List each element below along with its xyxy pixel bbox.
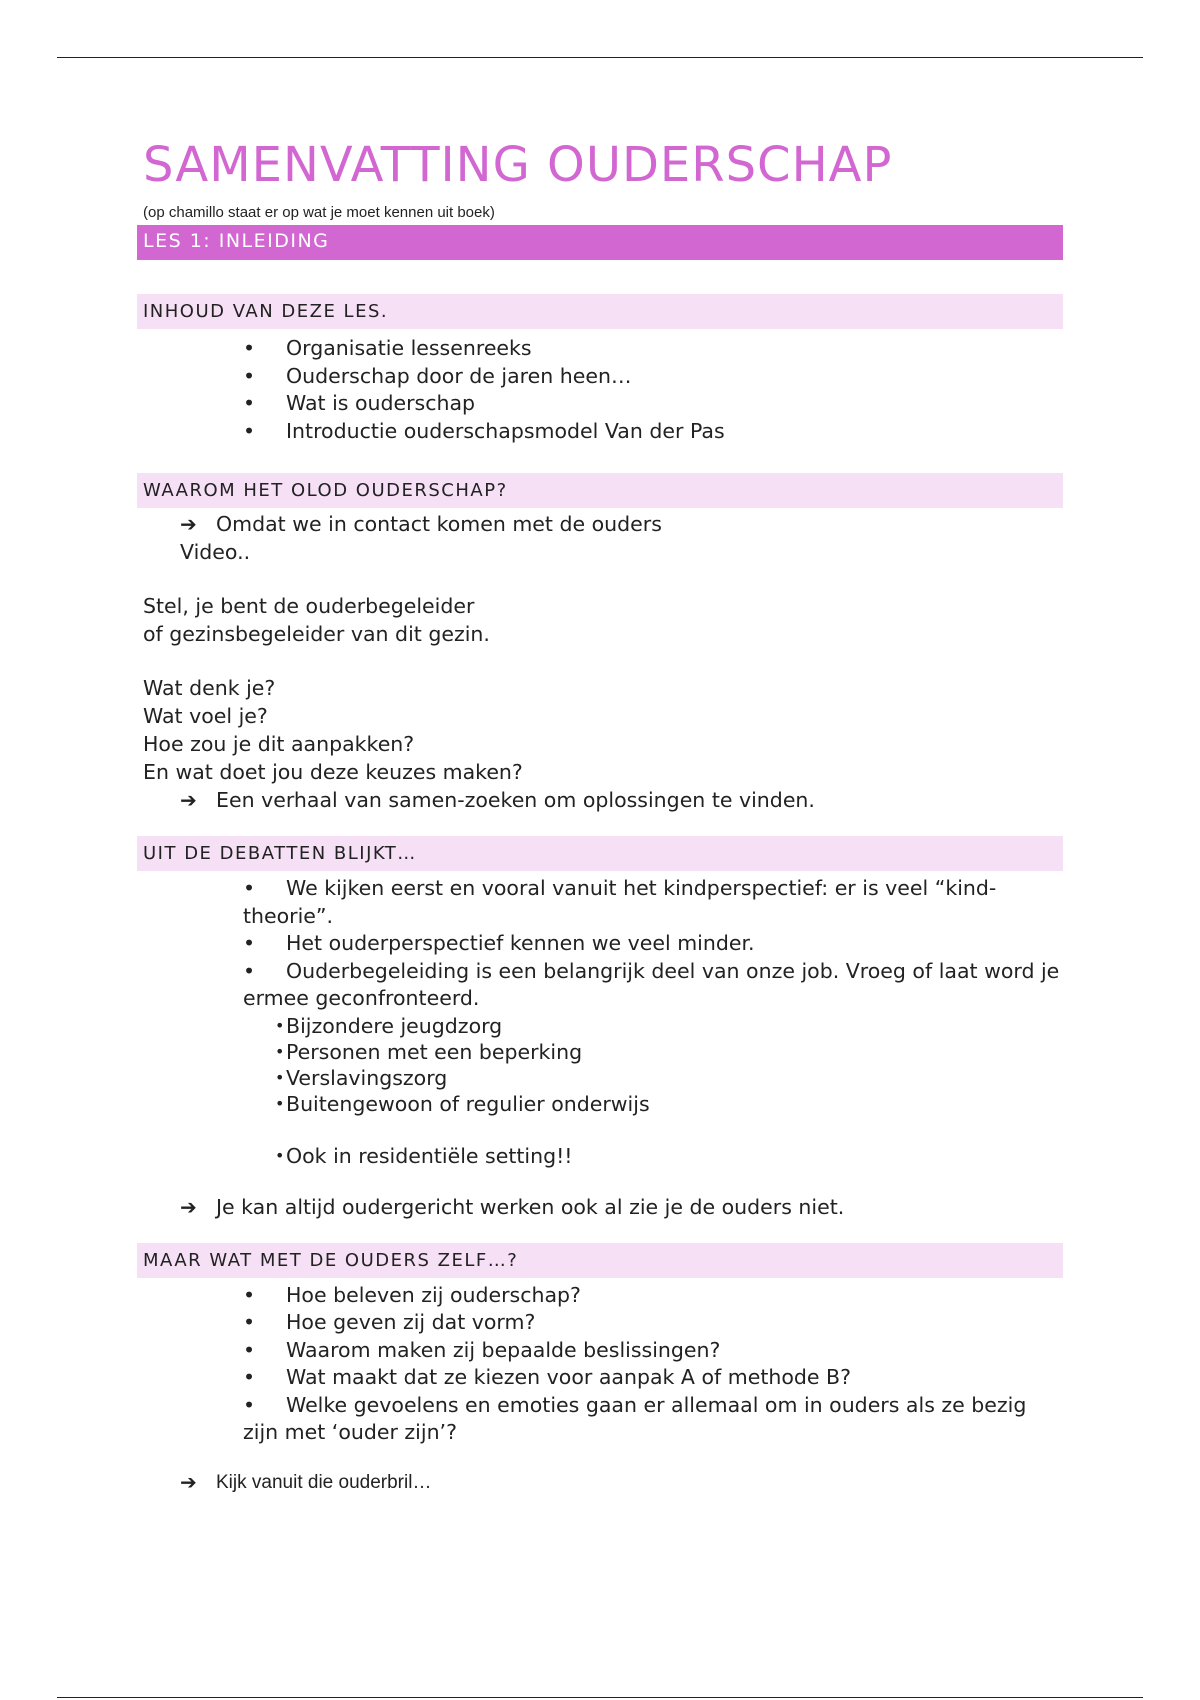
list-item: • Het ouderperspectief kennen we veel minder. [243, 930, 1063, 958]
bottom-rule [57, 1697, 1143, 1698]
list-item: • Welke gevoelens en emoties gaan er allemaal om in ouders als ze bezig zijn met ‘ouder zijn’? [243, 1392, 1063, 1447]
section-heading-inhoud: INHOUD VAN DEZE LES. [137, 294, 1063, 329]
list-item: • Bijzondere jeugdzorg [275, 1013, 1063, 1039]
list-item: • Ouderschap door de jaren heen… [243, 363, 1063, 391]
section-heading-ouders: MAAR WAT MET DE OUDERS ZELF…? [137, 1243, 1063, 1278]
question-line: Wat denk je? [143, 676, 276, 701]
question-line: En wat doet jou deze keuzes maken? [143, 760, 523, 785]
list-item: • Waarom maken zij bepaalde beslissingen? [243, 1337, 1063, 1365]
debatten-list [137, 875, 1063, 1013]
debatten-sublist [137, 1013, 1063, 1169]
page-subtitle: (op chamillo staat er op wat je moet kennen uit boek) [143, 204, 495, 222]
right-arrow-icon: ➔ [180, 512, 197, 537]
arrow-point [137, 786, 1063, 814]
paragraph-line: of gezinsbegeleider van dit gezin. [143, 622, 490, 647]
page-title: SAMENVATTING OUDERSCHAP [143, 137, 893, 193]
top-rule [57, 57, 1143, 58]
arrow-point [137, 1469, 1063, 1497]
list-item: • Hoe geven zij dat vorm? [243, 1309, 1063, 1337]
list-item: • Hoe beleven zij ouderschap? [243, 1282, 1063, 1310]
list-item: • Organisatie lessenreeks [243, 335, 1063, 363]
question-line: Wat voel je? [143, 704, 268, 729]
right-arrow-icon: ➔ [180, 1471, 197, 1494]
section-heading-waarom: WAAROM HET OLOD OUDERSCHAP? [137, 473, 1063, 508]
document-body [137, 137, 1063, 1497]
ouders-list [137, 1282, 1063, 1447]
list-item: • Ouderbegeleiding is een belangrijk deel van onze job. Vroeg of laat word je ermee geconfronteerd. [243, 958, 1063, 1013]
arrow-text: Omdat we in contact komen met de ouders [216, 512, 662, 537]
arrow-text: Je kan altijd oudergericht werken ook al zie je de ouders niet. [216, 1194, 845, 1219]
arrow-point [137, 1193, 1063, 1221]
list-item: • Introductie ouderschapsmodel Van der Pas [243, 418, 1063, 446]
question-line: Hoe zou je dit aanpakken? [143, 732, 415, 757]
right-arrow-icon: ➔ [180, 788, 197, 813]
lesson-heading: LES 1: INLEIDING [137, 225, 1063, 260]
list-item: • Wat maakt dat ze kiezen voor aanpak A of methode B? [243, 1364, 1063, 1392]
paragraph-line: Stel, je bent de ouderbegeleider [143, 594, 475, 619]
list-item: • We kijken eerst en vooral vanuit het kindperspectief: er is veel “kind-theorie”. [243, 875, 1063, 930]
arrow-point [137, 510, 1063, 538]
section-heading-debatten: UIT DE DEBATTEN BLIJKT… [137, 836, 1063, 871]
video-label: Video.. [180, 540, 251, 565]
right-arrow-icon: ➔ [180, 1194, 197, 1219]
arrow-text: Kijk vanuit die ouderbril… [216, 1471, 432, 1493]
list-item: • Buitengewoon of regulier onderwijs [275, 1091, 1063, 1117]
list-item: • Ook in residentiële setting!! [275, 1143, 1063, 1169]
list-item: • Wat is ouderschap [243, 390, 1063, 418]
inhoud-list [137, 335, 1063, 445]
list-item: • Personen met een beperking [275, 1039, 1063, 1065]
list-item: • Verslavingszorg [275, 1065, 1063, 1091]
arrow-text: Een verhaal van samen-zoeken om oplossingen te vinden. [216, 788, 815, 813]
